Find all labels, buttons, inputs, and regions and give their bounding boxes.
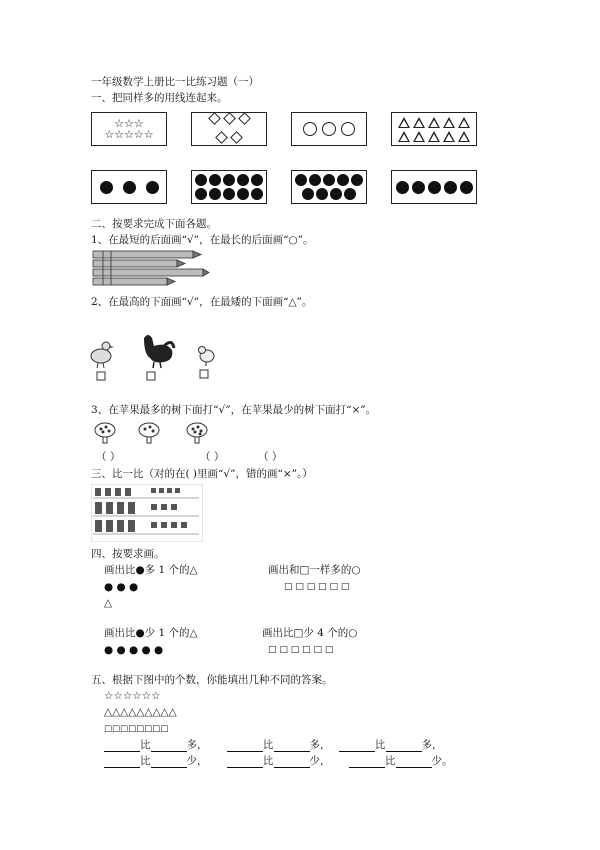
diamond-shape [238,112,251,125]
dot-shape [146,181,159,194]
draw-task-d-squares: □ □ □ □ □ □ [268,645,334,655]
answer-blank[interactable] [227,741,263,752]
compare-word: 少， [186,755,208,767]
fill-row-less [349,755,453,768]
fill-row-more [104,739,208,752]
dot-shape [309,174,321,186]
diamond-shape [208,112,221,125]
box-stars [91,112,167,146]
compare-word: 少。 [431,755,453,767]
dot-shape [351,174,363,186]
box-dots-9 [291,170,367,204]
ring-shape [322,122,336,136]
section3-heading: 三、比一比（对的在( )里画“√”，错的画“×”。） [91,468,313,480]
compare-word: 比 [385,755,396,767]
answer-blank[interactable] [274,741,310,752]
box-diamonds [191,112,267,146]
triangle-shape [458,131,470,142]
triangle-shape [443,117,455,128]
question-2-2: 2、在最高的下面画“√”，在最矮的下面画“△”。 [91,296,313,308]
triangle-shape [398,117,410,128]
dot-shape [209,174,221,186]
rooster-picture [136,332,176,382]
triangle-shape [398,131,410,142]
dot-shape [209,188,221,200]
draw-task-d-label: 画出比□少 4 个的○ [262,627,358,639]
squares-row: □□□□□□□□ [104,724,169,734]
dot-shape [428,181,441,194]
chicken-picture [88,336,114,382]
dot-shape [251,188,263,200]
box-dots-5 [391,170,477,204]
stars-row-1: ☆☆☆ [114,117,144,130]
answer-blank[interactable] [396,757,432,768]
answer-blank[interactable] [386,741,422,752]
box-triangles [391,112,477,146]
triangle-shape [428,131,440,142]
dot-shape [344,188,356,200]
dot-shape [195,174,207,186]
draw-task-a-answer: △ [104,597,113,609]
answer-blank[interactable] [339,741,375,752]
fill-row-more [339,739,443,752]
page-title: 一年级数学上册比一比练习题（一） [91,76,259,88]
fill-row-less [227,755,331,768]
compare-word: 比 [140,755,151,767]
diamond-shape [230,131,243,144]
dot-shape [460,181,473,194]
dot-shape [100,181,113,194]
box-rings [291,112,367,146]
dot-shape [223,188,235,200]
section4-heading: 四、按要求画。 [91,548,165,560]
answer-blank[interactable] [227,757,263,768]
compare-word: 比 [140,739,151,751]
dot-shape [444,181,457,194]
compare-word: 比 [375,739,386,751]
compare-word: 多， [186,739,208,751]
answer-blank[interactable] [104,757,140,768]
draw-task-b-squares: □ □ □ □ □ □ [284,582,350,592]
dot-shape [195,188,207,200]
box-dots-3 [91,170,167,204]
triangle-shape [443,131,455,142]
triangle-shape [413,131,425,142]
apple-tree-picture [94,422,116,444]
ring-shape [303,122,317,136]
dot-shape [223,174,235,186]
answer-blank[interactable] [104,741,140,752]
answer-blank[interactable] [151,757,187,768]
triangle-shape [428,117,440,128]
dot-shape [316,188,328,200]
fill-row-more [227,739,331,752]
dot-shape [412,181,425,194]
comparison-picture [91,484,203,542]
apple-tree-picture [186,422,208,444]
draw-task-b-label: 画出和□一样多的○ [268,564,361,576]
compare-word: 比 [263,739,274,751]
answer-paren[interactable]: （ ） [200,451,225,463]
question-2-1: 1、在最短的后面画“√”，在最长的后面画“○”。 [91,234,314,246]
answer-blank[interactable] [274,757,310,768]
compare-word: 多， [421,739,443,751]
dot-shape [396,181,409,194]
answer-paren[interactable]: （ ） [96,451,121,463]
dot-shape [302,188,314,200]
answer-paren[interactable]: （ ） [258,451,283,463]
question-2-3: 3、在苹果最多的树下面打“√”，在苹果最少的树下面打“×”。 [91,404,377,416]
answer-blank[interactable] [349,757,385,768]
dot-shape [237,174,249,186]
fill-row-less [104,755,208,768]
section2-heading: 二、按要求完成下面各题。 [91,218,217,230]
draw-task-a-dots: ● ● ● [104,581,139,593]
dot-shape [337,174,349,186]
triangle-shape [458,117,470,128]
compare-word: 少， [309,755,331,767]
dot-shape [251,174,263,186]
pencils-picture [91,248,211,290]
ring-shape [341,122,355,136]
dot-shape [295,174,307,186]
dot-shape [330,188,342,200]
stars-row-2: ☆☆☆☆☆ [104,128,154,141]
dot-shape [123,181,136,194]
draw-task-c-dots: ● ● ● ● ● [104,644,164,656]
box-dots-10 [191,170,267,204]
diamond-shape [223,112,236,125]
chick-picture [196,344,218,380]
stars-row: ☆☆☆☆☆☆ [104,690,161,702]
compare-word: 比 [263,755,274,767]
triangle-shape [413,117,425,128]
dot-shape [237,188,249,200]
compare-word: 多， [309,739,331,751]
dot-shape [323,174,335,186]
draw-task-a-label: 画出比●多 1 个的△ [104,564,198,576]
draw-task-c-label: 画出比●少 1 个的△ [104,627,198,639]
apple-tree-picture [138,422,160,444]
answer-blank[interactable] [151,741,187,752]
section1-heading: 一、把同样多的用线连起来。 [91,92,228,104]
diamond-shape [215,131,228,144]
triangles-row: △△△△△△△△△ [104,706,177,718]
section5-heading: 五、根据下图中的个数，你能填出几种不同的答案。 [91,674,333,686]
